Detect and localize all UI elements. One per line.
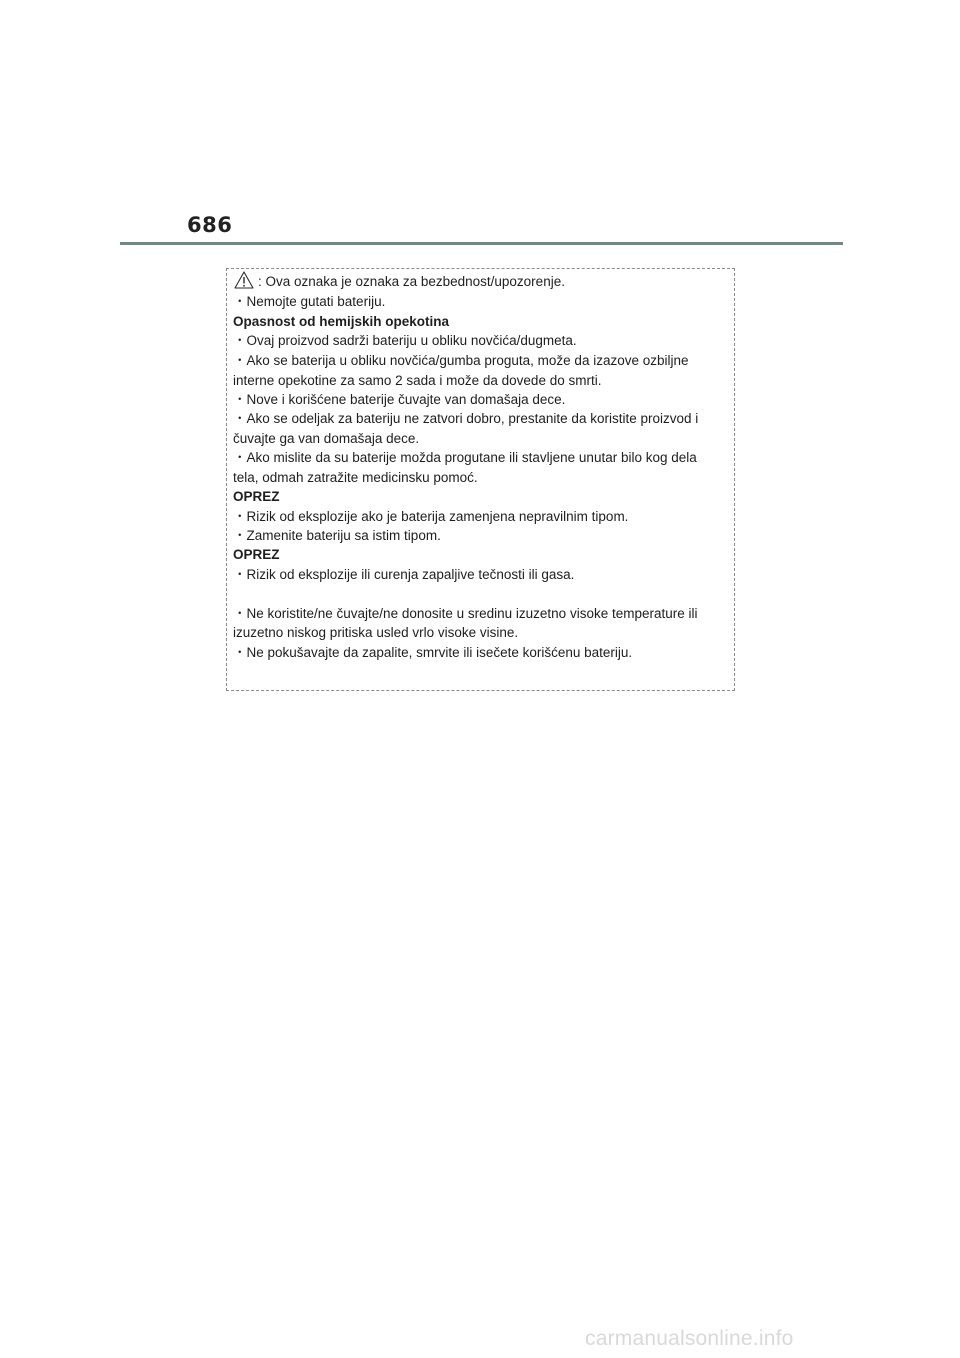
page-number: 686	[187, 213, 233, 237]
warning-line: čuvajte ga van domašaja dece.	[233, 431, 420, 446]
warning-line: interne opekotine za samo 2 sada i može da dovede do smrti.	[233, 373, 602, 388]
warning-legend: : Ova oznaka je oznaka za bezbednost/upozorenje.	[258, 274, 565, 289]
header-rule	[120, 242, 843, 245]
section-heading: OPREZ	[233, 547, 280, 562]
warning-line: ・Ako se baterija u obliku novčića/gumba proguta, može da izazove ozbiljne	[233, 353, 689, 368]
warning-line: ・Rizik od eksplozije ako je baterija zamenjena nepravilnim tipom.	[233, 509, 629, 524]
watermark: carmanualsonline.info	[585, 1327, 794, 1350]
section-heading: OPREZ	[233, 489, 280, 504]
warning-line: ・Nove i korišćene baterije čuvajte van domašaja dece.	[233, 392, 566, 407]
warning-line: ・Ovaj proizvod sadrži bateriju u obliku novčića/dugmeta.	[233, 333, 577, 348]
warning-line: ・Zamenite bateriju sa istim tipom.	[233, 528, 441, 543]
warning-line: tela, odmah zatražite medicinsku pomoć.	[233, 470, 478, 485]
section-heading: Opasnost od hemijskih opekotina	[233, 314, 450, 329]
warning-triangle-icon	[234, 271, 254, 289]
warning-line: ・Ako mislite da su baterije možda progutane ili stavljene unutar bilo kog dela	[233, 450, 697, 465]
warning-line: ・Ne pokušavajte da zapalite, smrvite ili isečete korišćenu bateriju.	[233, 645, 633, 660]
warning-line: ・Rizik od eksplozije ili curenja zapaljive tečnosti ili gasa.	[233, 567, 575, 582]
warning-line: izuzetno niskog pritiska usled vrlo visoke visine.	[233, 625, 519, 640]
warning-line: ・Ne koristite/ne čuvajte/ne donosite u sredinu izuzetno visoke temperature ili	[233, 606, 698, 621]
warning-line: ・Nemojte gutati bateriju.	[233, 294, 386, 309]
warning-line: ・Ako se odeljak za bateriju ne zatvori dobro, prestanite da koristite proizvod i	[233, 411, 699, 426]
